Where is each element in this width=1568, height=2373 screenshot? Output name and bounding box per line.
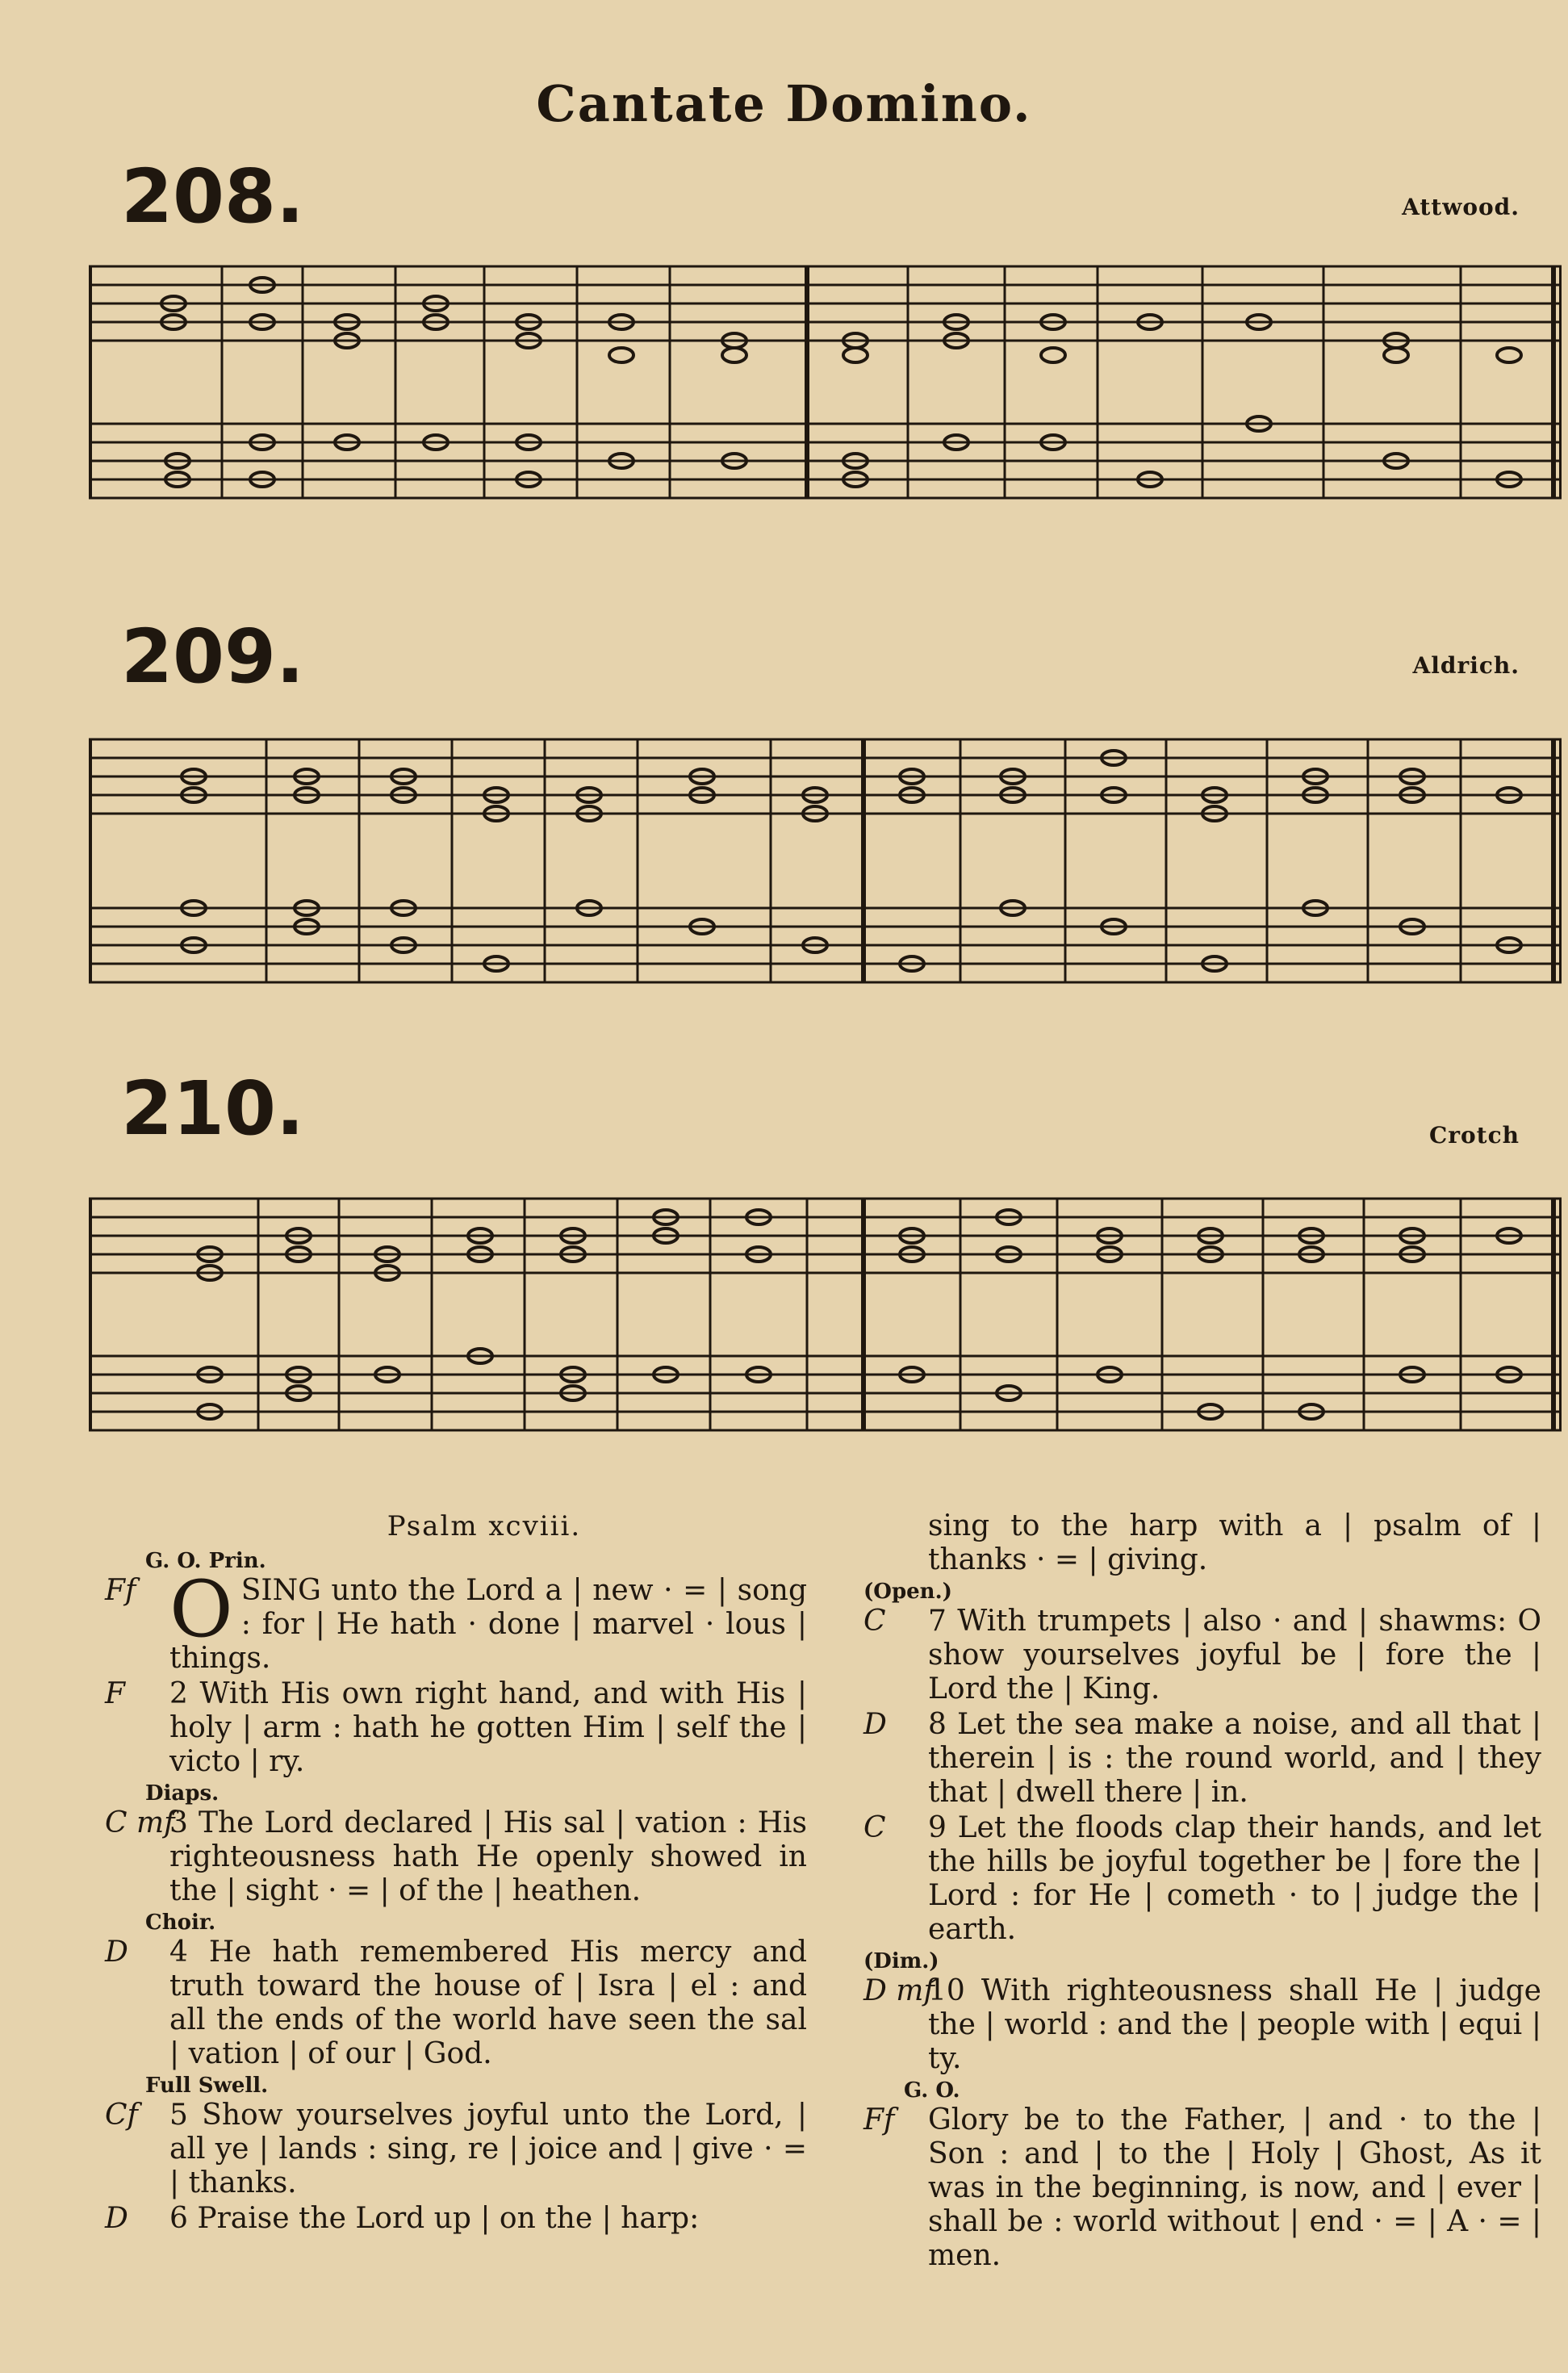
page-title: Cantate Domino.: [536, 74, 1032, 133]
verse-text: 8 Let the sea make a noise, and all that | therein | is : the round world, and | they that | dwell there | in.: [928, 1708, 1541, 1809]
registration-label: Full Swell.: [145, 2074, 269, 2098]
dynamic-mark: C mf: [105, 1806, 175, 1839]
drop-cap: O: [169, 1564, 233, 1655]
verse-text: 3 The Lord declared | His sal | vation : His righteousness hath He openly showed in the | sight · = | of the | heathen.: [169, 1806, 807, 1907]
verse-text: 6 Praise the Lord up | on the | harp:: [169, 2202, 700, 2235]
registration-label: G. O. Prin.: [145, 1549, 266, 1573]
verse-text: 10 With righteousness shall He | judge the | world : and the | people with | equi | ty.: [928, 1974, 1541, 2075]
psalm-verse-2: [105, 1677, 807, 1779]
composer-208: Attwood.: [1402, 194, 1520, 220]
chant-number-209: 209.: [121, 613, 304, 700]
psalm-verse-9: [863, 1811, 1541, 1947]
verse-text: 9 Let the floods clap their hands, and let the hills be joyful together be | fore the | Lord : for He | cometh · to | judge the | earth.: [928, 1811, 1541, 1946]
music-score-208: [89, 242, 1562, 581]
chant-number-208: 208.: [121, 153, 304, 240]
psalm-verse-6-continued: [863, 1509, 1541, 1577]
dynamic-mark: D: [105, 2202, 128, 2235]
registration-label: Choir.: [145, 1911, 216, 1935]
psalm-verse-5: [105, 2099, 807, 2200]
dynamic-mark: C: [863, 1811, 886, 1844]
psalm-right-column: [863, 1509, 1541, 2275]
verse-text: 2 With His own right hand, and with His | holy | arm : hath he gotten Him | self the | victo | ry.: [169, 1677, 807, 1778]
psalm-verse-3: [105, 1806, 807, 1908]
psalm-verse-4: [105, 1936, 807, 2071]
dynamic-mark: C: [863, 1605, 886, 1638]
psalm-verse-10: [863, 1974, 1541, 2076]
verse-text: 4 He hath remembered His mercy and truth toward the house of | Isra | el : and all the ends of the world have seen the sal | vation | of our | God.: [169, 1936, 807, 2070]
psalm-verse-7: [863, 1605, 1541, 1706]
dynamic-mark: D mf: [863, 1974, 935, 2007]
registration-label: Diaps.: [145, 1781, 220, 1806]
dynamic-mark: D: [863, 1708, 887, 1741]
music-score-210: [89, 1174, 1562, 1481]
gloria-patri: [863, 2103, 1541, 2273]
composer-209: Aldrich.: [1412, 652, 1520, 679]
dynamic-mark: Cf: [105, 2099, 138, 2132]
registration-label: (Open.): [863, 1580, 952, 1604]
psalm-left-column: [105, 1509, 807, 2237]
dynamic-mark: Ff: [863, 2103, 895, 2137]
chant-number-210: 210.: [121, 1065, 304, 1152]
psalm-heading: Psalm xcviii.: [387, 1510, 582, 1542]
psalm-verse-8: [863, 1708, 1541, 1810]
verse-text: 5 Show yourselves joyful unto the Lord, | all ye | lands : sing, re | joice and | give · = | thanks.: [169, 2099, 807, 2199]
verse-text: sing to the harp with a | psalm of | thanks · = | giving.: [928, 1509, 1541, 1576]
dynamic-mark: F: [105, 1677, 125, 1710]
dynamic-mark: D: [105, 1936, 128, 1969]
registration-label: (Dim.): [863, 1949, 939, 1973]
verse-text: 7 With trumpets | also · and | shawms: O show yourselves joyful be | fore the | Lord the | King.: [928, 1605, 1541, 1705]
verse-text: SING unto the Lord a | new · = | song : for | He hath · done | marvel · lous | things.: [169, 1574, 807, 1675]
dynamic-mark: Ff: [105, 1574, 136, 1607]
psalm-verse-1: [105, 1564, 807, 1676]
psalm-verse-6: [105, 2202, 807, 2236]
verse-text: Glory be to the Father, | and · to the | Son : and | to the | Holy | Ghost, As it was in the beginning, is now, and | ever | shall be : world without | end · = | A · = | men.: [928, 2103, 1541, 2272]
composer-210: Crotch: [1428, 1122, 1520, 1149]
music-score-209: [89, 710, 1562, 1049]
registration-label: G. O.: [904, 2078, 960, 2103]
